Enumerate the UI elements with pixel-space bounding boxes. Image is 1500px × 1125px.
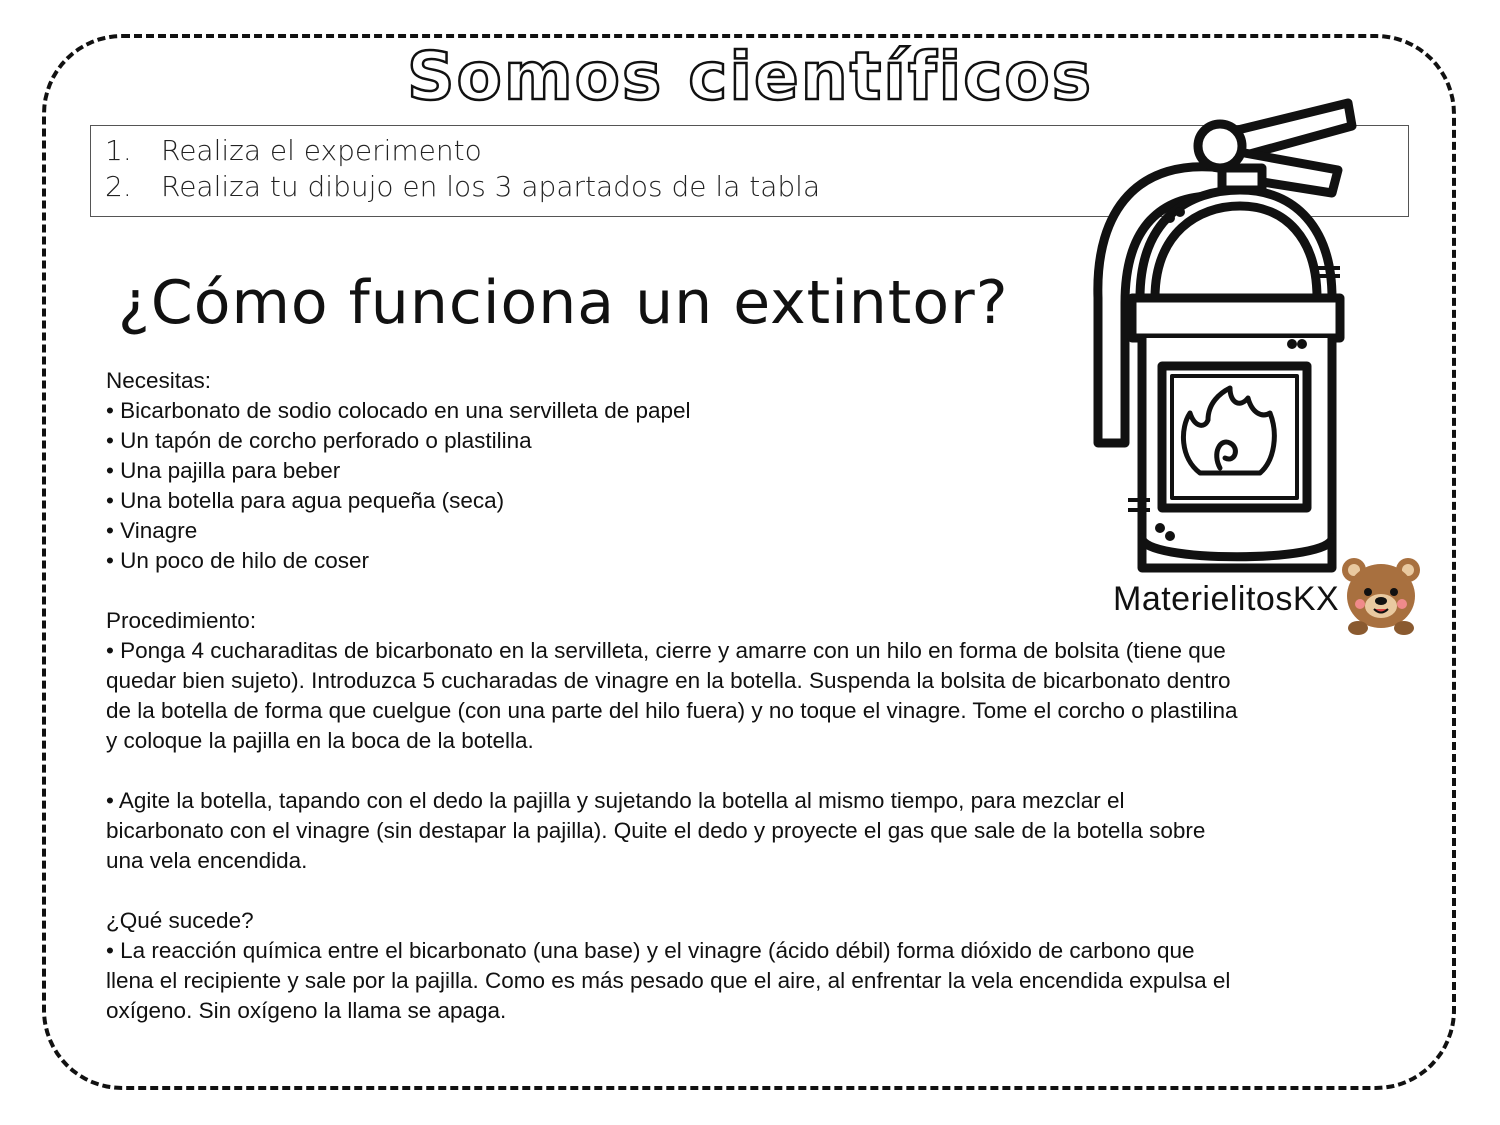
experiment-question: ¿Cómo funciona un extintor? (118, 268, 1009, 338)
procedure-step: • Ponga 4 cucharaditas de bicarbonato en la servilleta, cierre y amarre con un hilo en forma de bolsita (tiene que quedar bien sujeto). Introduzca 5 cucharadas de vinagre en la botella. Suspenda la bolsita de bicarbonato dentro de la botella de forma que cuelgue (con una parte del hilo fuera) y no toque el vinagre. Tome el corcho o plastilina y coloque la pajilla en la boca de la botella. (106, 638, 1238, 753)
material-item: • Una botella para agua pequeña (seca) (106, 488, 505, 513)
material-item: • Un tapón de corcho perforado o plastilina (106, 428, 532, 453)
instruction-text: Realiza tu dibujo en los 3 apartados de la tabla (161, 170, 821, 203)
material-item: • Vinagre (106, 518, 198, 543)
instruction-item (105, 170, 820, 203)
spacer (106, 756, 1246, 786)
instruction-item (105, 134, 482, 167)
material-item: • Bicarbonato de sodio colocado en una servilleta de papel (106, 398, 691, 423)
page-title: Somos científicos (406, 38, 1093, 115)
procedure-heading: Procedimiento: (106, 608, 257, 633)
material-item: • Un poco de hilo de coser (106, 548, 370, 573)
experiment-body (106, 366, 1246, 1026)
result-text: • La reacción química entre el bicarbonato (una base) y el vinagre (ácido débil) forma dióxido de carbono que llena el recipiente y sale por la pajilla. Como es más pesado que el aire, al enfrentar la vela encendida expulsa el oxígeno. Sin oxígeno la llama se apaga. (106, 938, 1231, 1023)
instruction-number: 2. (105, 170, 132, 203)
instruction-text: Realiza el experimento (161, 134, 482, 167)
spacer (106, 576, 1246, 606)
result-heading: ¿Qué sucede? (106, 908, 254, 933)
material-item: • Una pajilla para beber (106, 458, 341, 483)
spacer (106, 876, 1246, 906)
brand-watermark: MaterielitosKX (1113, 580, 1340, 618)
instruction-number: 1. (105, 134, 132, 167)
teddy-bear-icon (1340, 556, 1422, 636)
materials-heading: Necesitas: (106, 368, 212, 393)
procedure-step: • Agite la botella, tapando con el dedo la pajilla y sujetando la botella al mismo tiempo, para mezclar el bicarbonato con el vinagre (sin destapar la pajilla). Quite el dedo y proyecte el gas que sale de la botella sobre una vela encendida. (106, 788, 1206, 873)
